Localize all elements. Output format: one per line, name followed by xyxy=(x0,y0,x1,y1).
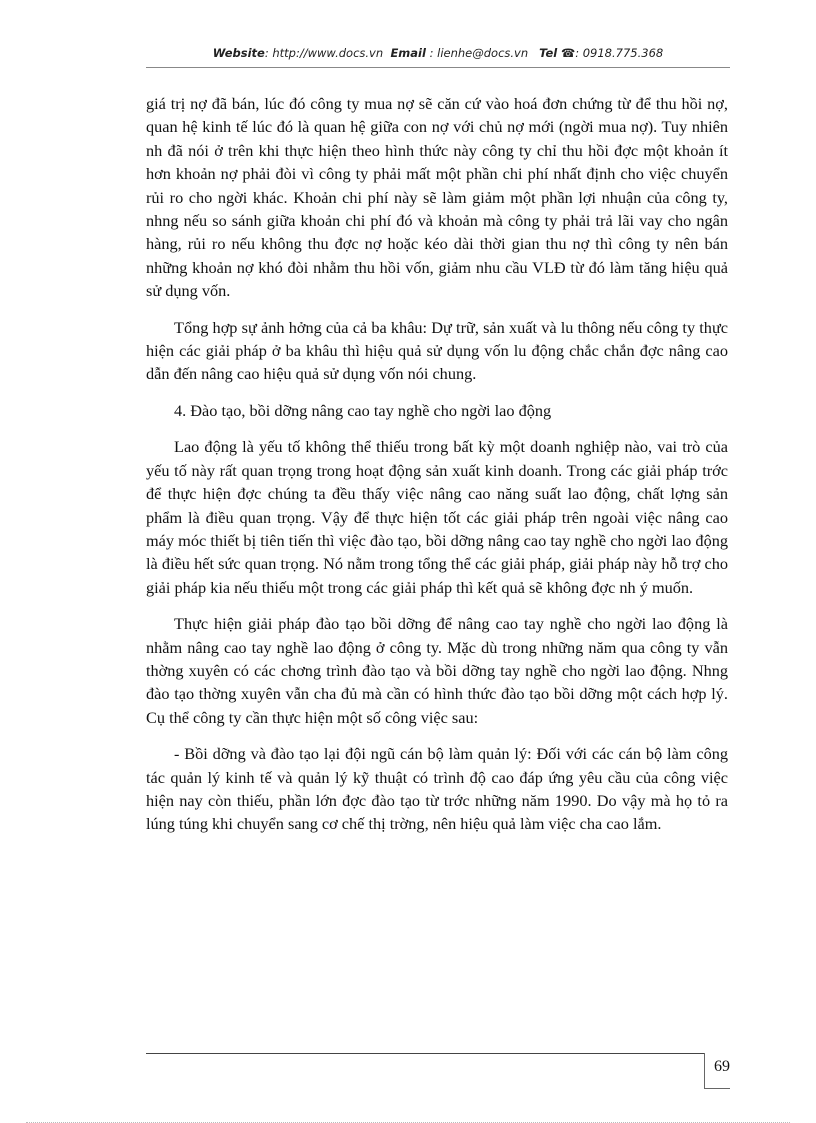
paragraph-summary: Tổng hợp sự ảnh hởng của cả ba khâu: Dự trữ, sản xuất và lu thông nếu công ty thực hiện các giải pháp ở ba khâu thì hiệu quả sử dụng vốn lu động chắc chắn đợc nâng cao dẫn đến nâng cao hiệu quả sử dụng vốn nói chung. xyxy=(146,317,728,384)
page-number: 69 xyxy=(714,1058,730,1075)
paragraph-continuation: giá trị nợ đã bán, lúc đó công ty mua nợ sẽ căn cứ vào hoá đơn chứng từ để thu hồi nợ, quan hệ kinh tế lúc đó là quan hệ giữa con nợ với chủ nợ mới (ngời mua nợ). Tuy nhiên nh đã nói ở trên khi thực hiện theo hình thức này công ty chỉ thu hồi đợc một khoản ít hơn khoản nợ phải đòi vì công ty phải mất một phần chi phí nhất định cho việc chuyển rủi ro cho ngời khác. Khoản chi phí này sẽ làm giảm một phần lợi nhuận của công ty, nhng nếu so sánh giữa khoản chi phí đó và khoản mà công ty phải trả lãi vay cho ngân hàng, rủi ro nếu không thu đợc nợ hoặc kéo dài thời gian thu nợ thì công ty nên bán những khoản nợ khó đòi nhằm thu hồi vốn, giảm nhu cầu VLĐ từ đó làm tăng hiệu quả sử dụng vốn. xyxy=(146,94,728,301)
footer-divider xyxy=(146,1053,704,1054)
header-divider xyxy=(146,67,730,68)
page-body xyxy=(146,92,728,849)
tel-label: Tel xyxy=(539,46,558,60)
email-label: Email xyxy=(390,46,426,60)
tel-value: : 0918.775.368 xyxy=(575,46,664,60)
page-number-border-bottom xyxy=(704,1088,730,1089)
paragraph-training: Thực hiện giải pháp đào tạo bồi dỡng để nâng cao tay nghề cho ngời lao động là nhằm nâng cao tay nghề lao động ở công ty. Mặc dù trong những năm qua công ty vẫn thờng xuyên có các chơng trình đào tạo và bồi dỡng tay nghề cho ngời lao động. Nhng đào tạo thờng xuyên vẫn cha đủ mà cần có hình thức đào tạo bồi dỡng một cách hợp lý. Cụ thể công ty cần thực hiện một số công việc sau: xyxy=(146,614,728,727)
website-url[interactable]: : http://www.docs.vn xyxy=(264,46,384,60)
paragraph-management-training: - Bồi dỡng và đào tạo lại đội ngũ cán bộ làm quản lý: Đối với các cán bộ làm công tác quản lý kinh tế và quản lý kỹ thuật có trình độ cao đáp ứng yêu cầu của công việc hiện nay còn thiếu, phần lớn đợc đào tạo từ trớc những năm 1990. Do vậy mà họ tỏ ra lúng túng khi chuyển sang cơ chế thị trờng, nên hiệu quả làm việc cha cao lắm. xyxy=(146,744,728,834)
section-heading: 4. Đào tạo, bồi dỡng nâng cao tay nghề cho ngời lao động xyxy=(174,400,552,420)
page-header xyxy=(146,46,730,60)
paragraph-labor: Lao động là yếu tố không thể thiếu trong bất kỳ một doanh nghiệp nào, vai trò của yếu tố này rất quan trọng trong hoạt động sản xuất kinh doanh. Trong các giải pháp trớc để thực hiện đợc chúng ta đều thấy việc nâng cao năng suất lao động, chất lợng sản phẩm là điều quan trọng. Vậy để thực hiện tốt các giải pháp trên ngoài việc nâng cao máy móc thiết bị tiên tiến thì việc đào tạo, bồi dỡng nâng cao tay nghề cho ngời lao động là điều hết sức quan trọng. Nó nằm trong tổng thể các giải pháp, giải pháp này hỗ trợ cho giải pháp kia nếu thiếu một trong các giải pháp thì kết quả sẽ không đợc nh ý muốn. xyxy=(146,437,728,597)
email-value[interactable]: : lienhe@docs.vn xyxy=(425,46,529,60)
telephone-icon: ☎ xyxy=(560,46,576,60)
website-label: Website xyxy=(212,46,265,60)
